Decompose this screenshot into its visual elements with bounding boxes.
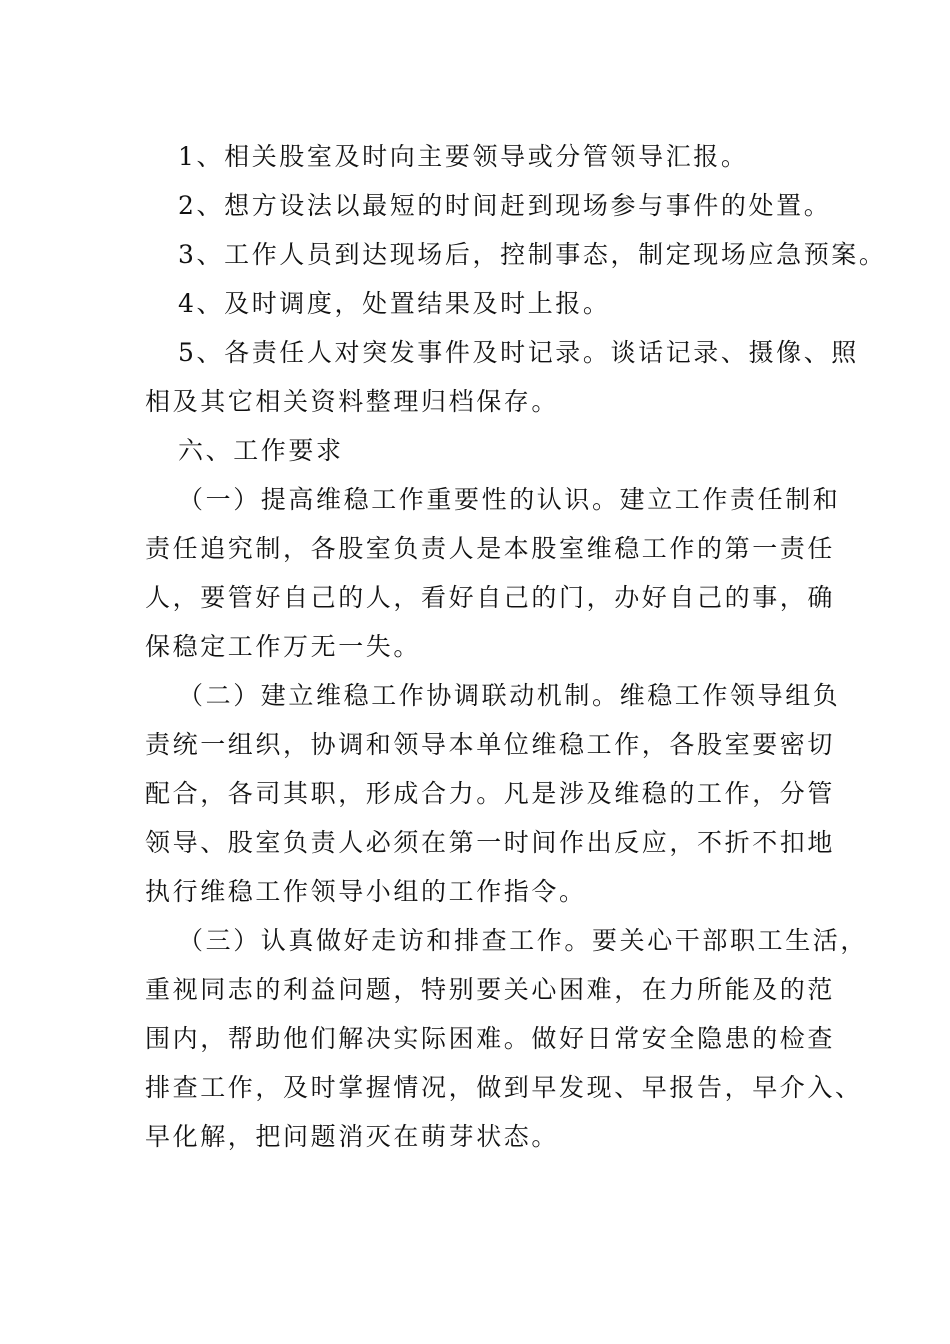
paragraph-line: 早化解，把问题消灭在萌芽状态。	[145, 1122, 560, 1151]
section-heading: 六、工作要求	[178, 436, 344, 465]
list-item-3: 3、工作人员到达现场后，控制事态，制定现场应急预案。	[178, 240, 887, 269]
document-body	[145, 132, 887, 1161]
paragraph-line: 配合，各司其职，形成合力。凡是涉及维稳的工作，分管	[145, 779, 836, 808]
paragraph-line: 责任追究制，各股室负责人是本股室维稳工作的第一责任	[145, 534, 836, 563]
list-item-1: 1、相关股室及时向主要领导或分管领导汇报。	[178, 142, 749, 171]
paragraph-line: （二）建立维稳工作协调联动机制。维稳工作领导组负	[178, 681, 841, 710]
paragraph-line: 责统一组织，协调和领导本单位维稳工作，各股室要密切	[145, 730, 836, 759]
paragraph-line: 排查工作，及时掌握情况，做到早发现、早报告，早介入、	[145, 1073, 863, 1102]
paragraph-line: 围内，帮助他们解决实际困难。做好日常安全隐患的检查	[145, 1024, 836, 1053]
list-item-5: 5、各责任人对突发事件及时记录。谈话记录、摄像、照	[178, 338, 859, 367]
list-item-4: 4、及时调度，处置结果及时上报。	[178, 289, 611, 318]
paragraph-line: 重视同志的利益问题，特别要关心困难，在力所能及的范	[145, 975, 836, 1004]
list-item-2: 2、想方设法以最短的时间赶到现场参与事件的处置。	[178, 191, 832, 220]
paragraph-line: 人，要管好自己的人，看好自己的门，办好自己的事，确	[145, 583, 836, 612]
paragraph-line: 领导、股室负责人必须在第一时间作出反应，不折不扣地	[145, 828, 836, 857]
list-item-5-continued: 相及其它相关资料整理归档保存。	[145, 387, 560, 416]
paragraph-line: 保稳定工作万无一失。	[145, 632, 422, 661]
paragraph-line: （三）认真做好走访和排查工作。要关心干部职工生活，	[178, 926, 869, 955]
paragraph-line: （一）提高维稳工作重要性的认识。建立工作责任制和	[178, 485, 841, 514]
paragraph-line: 执行维稳工作领导小组的工作指令。	[145, 877, 587, 906]
